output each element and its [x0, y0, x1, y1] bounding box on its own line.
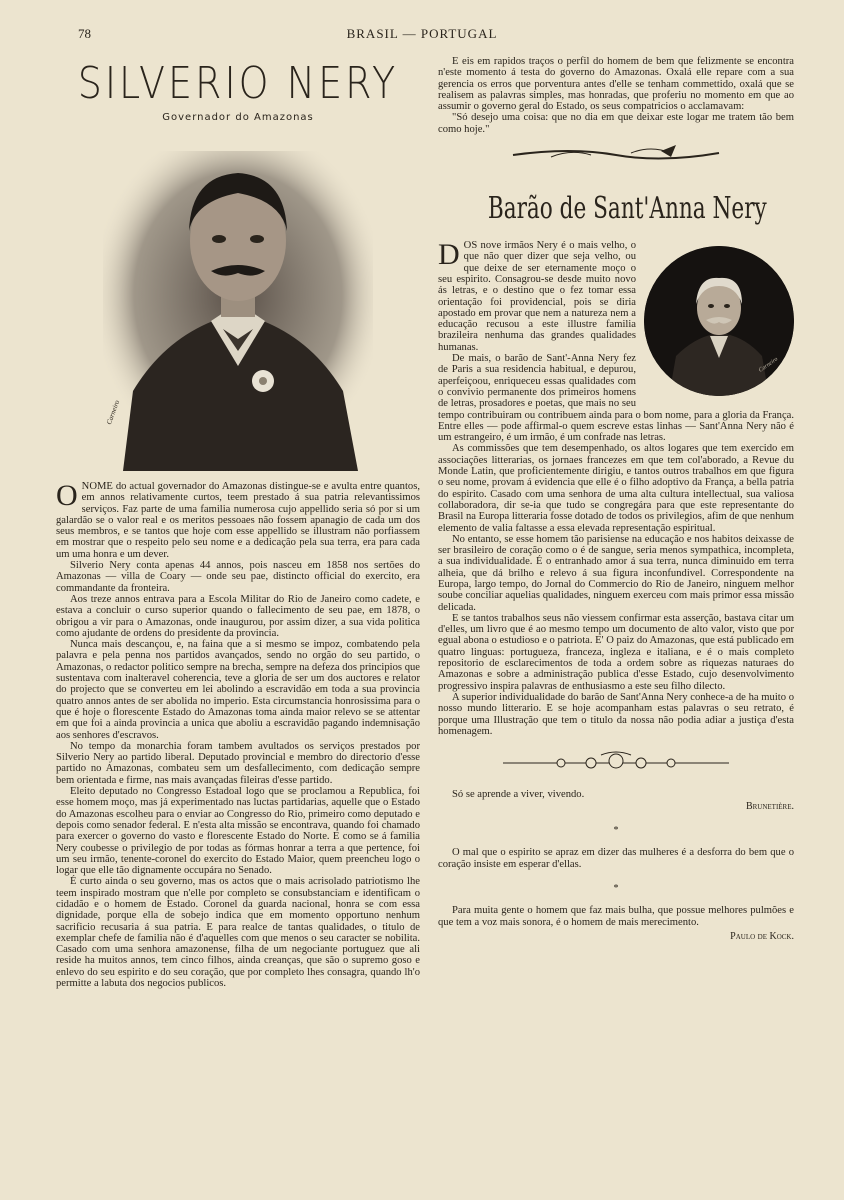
separator-star: *	[613, 825, 619, 837]
quote-text: Para muita gente o homem que faz mais bulha, que possue melhores pulmões e que tem a voz mais sonora, é o homem de mais merecimento.	[438, 905, 794, 929]
paragraph: Nunca mais descançou, e, na faina que a si mesmo se impoz, combatendo pela palavra e pela penna nos partidos avançados, sendo no orgão do seu partido, o Amazonas, o redactor politico sempre na brecha, sempre na defeza dos principios que sustentava com inalteravel coherencia, teve a gloria de ser um dos auctores e relator do projecto que se converteu em lei abolindo a escravidão em toda a sua provincia quatro annos antes de ser abolida no imperio. Esta circumstancia honrosissima para o que é hoje o florescente Estado do Amazonas toma ainda maior relevo se se attentar em que foi a ainda provincia a unica que aboliu a escravidão pagando indemnisação aos senhores d'escravos.	[56, 639, 420, 741]
separator-star: *	[613, 883, 619, 895]
paragraph: As commissões que tem desempenhado, os altos logares que tem exercido em associações litterarias, os jornaes francezes em que tem col'aborado, a Revue du Monde Latin, que proficientemente dirigiu, e tantos outros trabalhos em que figura o seu nome, provam á evidencia que elle é o filho adoptivo da França, a bella patria do espirito. Casado com uma senhora de uma alta cultura intellectual, sua valiosa collaboradora, dir se-ia que tudo se congregára para que este representante do Brasil na Europa litteraria fosse dotado de todos os privilegios, afim de que nenhum elemento de valia faltasse a essa elevada representação espiritual.	[438, 443, 794, 534]
floral-ornament-icon	[501, 751, 731, 773]
paragraph: Silverio Nery conta apenas 44 annos, pois nasceu em 1858 nos sertões do Amazonas — villa de Coary — onde seu pae, distincto official do exercito, era commandante da fronteira.	[56, 560, 420, 594]
paragraph: A superior individualidade do barão de Sant'Anna Nery conhece-a de ha muito o nosso mundo litterario. E se hoje acompanham estas palavras o seu retrato, é porque uma Illustração que tem o titulo da nossa não podia adiar a justiça d'esta homenagem.	[438, 691, 794, 737]
publication-title: BRASIL — PORTUGAL	[346, 26, 498, 41]
paragraph: Eleito deputado no Congresso Estadoal logo que se proclamou a Republica, foi esse homem moço, mas já experimentado nas luctas partidarias, aquelle que o Estado do Amazonas escolheu para o enviar ao Congresso do Rio, primeiro como deputado e depois como senador federal. E n'esta alta missão se encontrava, quando foi chamado para exercer o governo do vasto e florescente Estado do Norte. E como se á familia Nery coubesse o privilegio de por todas as fórmas honrar a terra a que pertence, foi um seu irmão, tenente-coronel do exercito do Estado Maior, quem preencheu logo o logar que elle tão dignamente occupára no Senado.	[56, 786, 420, 877]
paragraph: E se tantos trabalhos seus não viessem confirmar esta asserção, bastava citar um d'elles, um livro que é ao mesmo tempo um documento de alto valor, visto que por egual abona o estudioso e o patriota. E' O paiz do Amazonas, que está publicado em quatro linguas: portugueza, franceza, ingleza e italiana, e é o mais completo repositorio de esclarecimentos de toda a ordem sobre as riquezas naturaes do Amazonas e sobre a administração publica d'esse Estado, cujo desenvolvimento progressivo inspira palavras de enthusiasmo a este seu filho dilecto.	[438, 612, 794, 692]
quote-block	[438, 789, 794, 943]
intro-text: OS nove irmãos Nery é o mais velho, o que não quer dizer que seja velho, ou que deixe de ser eternamente moço o seu espirito. Consagrou-se desde muito novo ás letras, e o destino que o fez tomar essa orientação foi providencial, pois se diria apostado em provar que nem a natureza nem a educação recusou a este illustre familia brazileira nenhuma das grandes qualidades humanas.	[438, 240, 636, 353]
article-title-barao: Barão de Sant'Anna Nery	[487, 191, 767, 227]
paragraph: No entanto, se esse homem tão parisiense na educação e nos habitos deixasse de ser brasileiro de coração como o é de sangue, seria menos sympathica, incompleta, a sua individualidade. É o entranhado amor á sua terra, nunca diminuido em terra alheia, que dá brilho e relevo á sua figura inconfundivel. Correspondente na Europa, largo tempo, do Jornal do Commercio do Rio de Janeiro, ninguem melhor soube conciliar aquelias qualidades, ninguem exerceu com mais primor essa missão delicada.	[438, 533, 794, 613]
quote-text: O mal que o espirito se apraz em dizer das mulheres é a desforra do bem que o coração insiste em esperar d'ellas.	[438, 847, 794, 871]
page-number: 78	[78, 26, 91, 41]
paragraph: De mais, o barão de Sant'-Anna Nery fez de Paris a sua residencia habitual, e depurou, aperfeiçoou, enriqueceu essas qualidades com o convivio permanente dos primeiros homens de letras, prosadores e poetas, que mais no seu tempo contribuiram ou contribuem ainda para o bom nome, para a gloria da França. Entre elles — pode affirmal-o quem escreve estas linhas — Sant'Anna Nery não é um estrangeiro, é um irmão, é um confrade nas letras.	[438, 353, 794, 444]
quote-author: Paulo de Kock.	[730, 931, 794, 943]
intro-text: NOME do actual governador do Amazonas distingue-se e avulta entre quantos, em annos relativamente curtos, teem prestado á sua patria relevantissimos serviços. Faz parte de uma familia numerosa cujo appellido seria só por si um galardão se o valor real e os meritos pessoaes não fossem apanagio de cada um dos seus membros, e se tantos que hoje com esse appellido se illustram não porfiassem em mostrar que o respeito pelo seu nome e a dedicação pela sua terra, era para cada um uma honra e um dever.	[56, 481, 420, 560]
portrait-engraving	[103, 151, 373, 471]
paragraph: E eis em rapidos traços o perfil do homem de bem que felizmente se encontra n'este momento á testa do governo do Amazonas. Oxalá elle repare com a sua gerencia os erros que porventura antes d'elle se tenham commettido, oxalá que se realisem as palavras simples, mas honradas, que proferiu no momento em que ao assumir o governo geral do Estado, os seus compatricios o acclamavam:	[438, 56, 794, 113]
article-title-silverio-nery: SILVERIO NERY	[77, 57, 399, 109]
article-conclusion	[438, 56, 794, 135]
article-subtitle: Governador do Amazonas	[162, 112, 314, 123]
left-column	[56, 56, 420, 989]
right-column	[438, 56, 794, 943]
paragraph: Aos treze annos entrava para a Escola Militar do Rio de Janeiro como cadete, e estava a concluir o curso superior quando o fallecimento de seu pae, em 1878, o obrigou a vir para o Amazonas, onde inaugurou, por assim dizer, a sua vida politica como ajudante de ordens do presidente da provincia.	[56, 593, 420, 639]
intro-paragraph	[56, 481, 420, 560]
paragraph: É curto ainda o seu governo, mas os actos que o mais acrisolado patriotismo lhe teem inspirado mostram que n'elle por completo se consubstanciam e identificam o cidadão e o homem de Estado. Coronel da guarda nacional, honra se com essa dignidade, porque ella de sobejo indica que em momento opportuno nenhum sacrificio recusaria á sua patria. E para realce de tantas qualidades, o titulo de exemplar chefe de familia não é d'aquelles com que menos o seu caracter se nobilita. Casado com uma senhora amazonense, filha de um negociante portuguez que ali reside ha muitos annos, tem cinco filhos, ainda creanças, que são o supremo goso e enlevo do seu espirito e do seu coração, que por completo lhes consagra, quando lh'o permitte a labuta dos negocios publicos.	[56, 876, 420, 990]
article-body-left	[56, 481, 420, 989]
photo-signature: Carneiro	[758, 356, 780, 374]
quote-text: Só se aprende a viver, vivendo.	[452, 789, 585, 801]
dropcap-o: O	[56, 479, 78, 512]
portrait-photo	[644, 246, 794, 396]
portrait-signature: Carneiro	[105, 399, 122, 426]
dropcap-d: D	[438, 238, 460, 272]
article-body-right	[438, 240, 794, 737]
portrait-barao-round	[644, 246, 794, 396]
quote-author: Brunetière.	[745, 801, 794, 813]
portrait-silverio-nery	[103, 151, 373, 471]
quote-paragraph: "Só desejo uma coisa: que no dia em que deixar este logar me tratem tão bem como hoje."	[438, 112, 794, 135]
paragraph: No tempo da monarchia foram tambem avultados os serviços prestados por Silverio Nery ao partido liberal. Deputado provincial e membro do directorio d'esse partido no Amazonas, combateu sem um desfallecimento, com dedicação sempre bem orientada e firme, nas mais avançadas fileiras d'esse partido.	[56, 740, 420, 786]
ornament-divider-icon	[511, 143, 721, 165]
page-header	[0, 22, 844, 44]
